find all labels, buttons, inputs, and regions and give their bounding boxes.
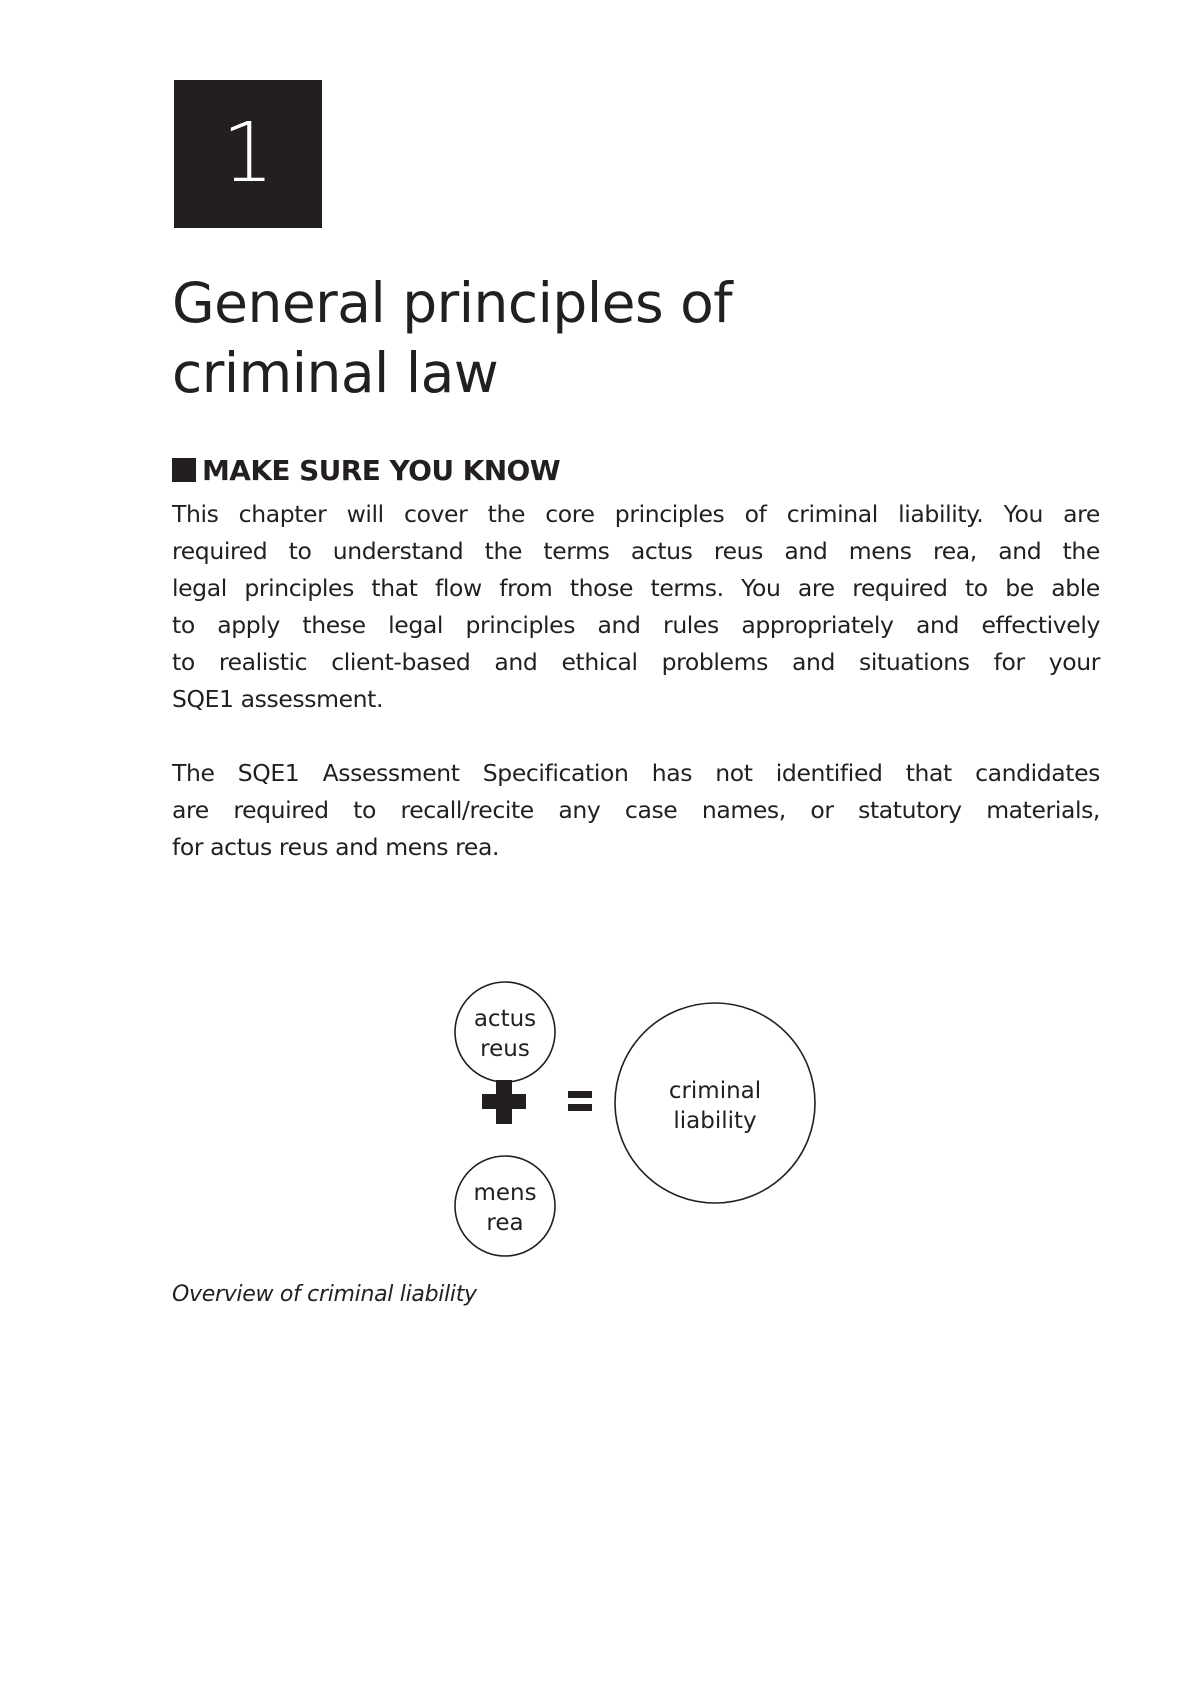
paragraph-line: The SQE1 Assessment Specification has not identified that candidates (172, 759, 1100, 787)
actus-reus-label-line1: actus (473, 1006, 537, 1032)
paragraph-line: to apply these legal principles and rules appropriately and effectively (172, 611, 1100, 639)
mens-rea-label-line1: mens (473, 1180, 537, 1206)
mens-rea-label-line2: rea (486, 1210, 524, 1236)
heading-square-icon (172, 458, 196, 482)
criminal-liability-diagram (440, 980, 840, 1260)
criminal-liability-label-line1: criminal (668, 1078, 762, 1104)
paragraph-line: for actus reus and mens rea. (172, 833, 500, 861)
mens-rea-circle (455, 1156, 555, 1256)
chapter-number-box (174, 80, 322, 228)
paragraph-line: legal principles that flow from those terms. You are required to be able (172, 574, 1100, 602)
paragraph-line: required to understand the terms actus reus and mens rea, and the (172, 537, 1100, 565)
chapter-title-line: General principles of (172, 271, 733, 335)
specification-paragraph (172, 755, 1100, 866)
section-heading-text: MAKE SURE YOU KNOW (202, 453, 561, 487)
intro-paragraph (172, 496, 1100, 718)
chapter-title (172, 268, 932, 408)
chapter-number: 1 (221, 106, 275, 201)
paragraph-line: SQE1 assessment. (172, 685, 384, 713)
actus-reus-label-line2: reus (480, 1036, 530, 1062)
figure-caption: Overview of criminal liability (172, 1282, 477, 1307)
equals-icon (568, 1091, 592, 1111)
plus-icon (482, 1080, 526, 1124)
criminal-liability-label-line2: liability (673, 1108, 757, 1134)
section-heading (172, 452, 560, 488)
paragraph-line: are required to recall/recite any case names, or statutory materials, (172, 796, 1100, 824)
actus-reus-circle (455, 982, 555, 1082)
paragraph-line: This chapter will cover the core principles of criminal liability. You are (172, 500, 1100, 528)
chapter-title-line: criminal law (172, 341, 499, 405)
paragraph-line: to realistic client-based and ethical problems and situations for your (172, 648, 1100, 676)
